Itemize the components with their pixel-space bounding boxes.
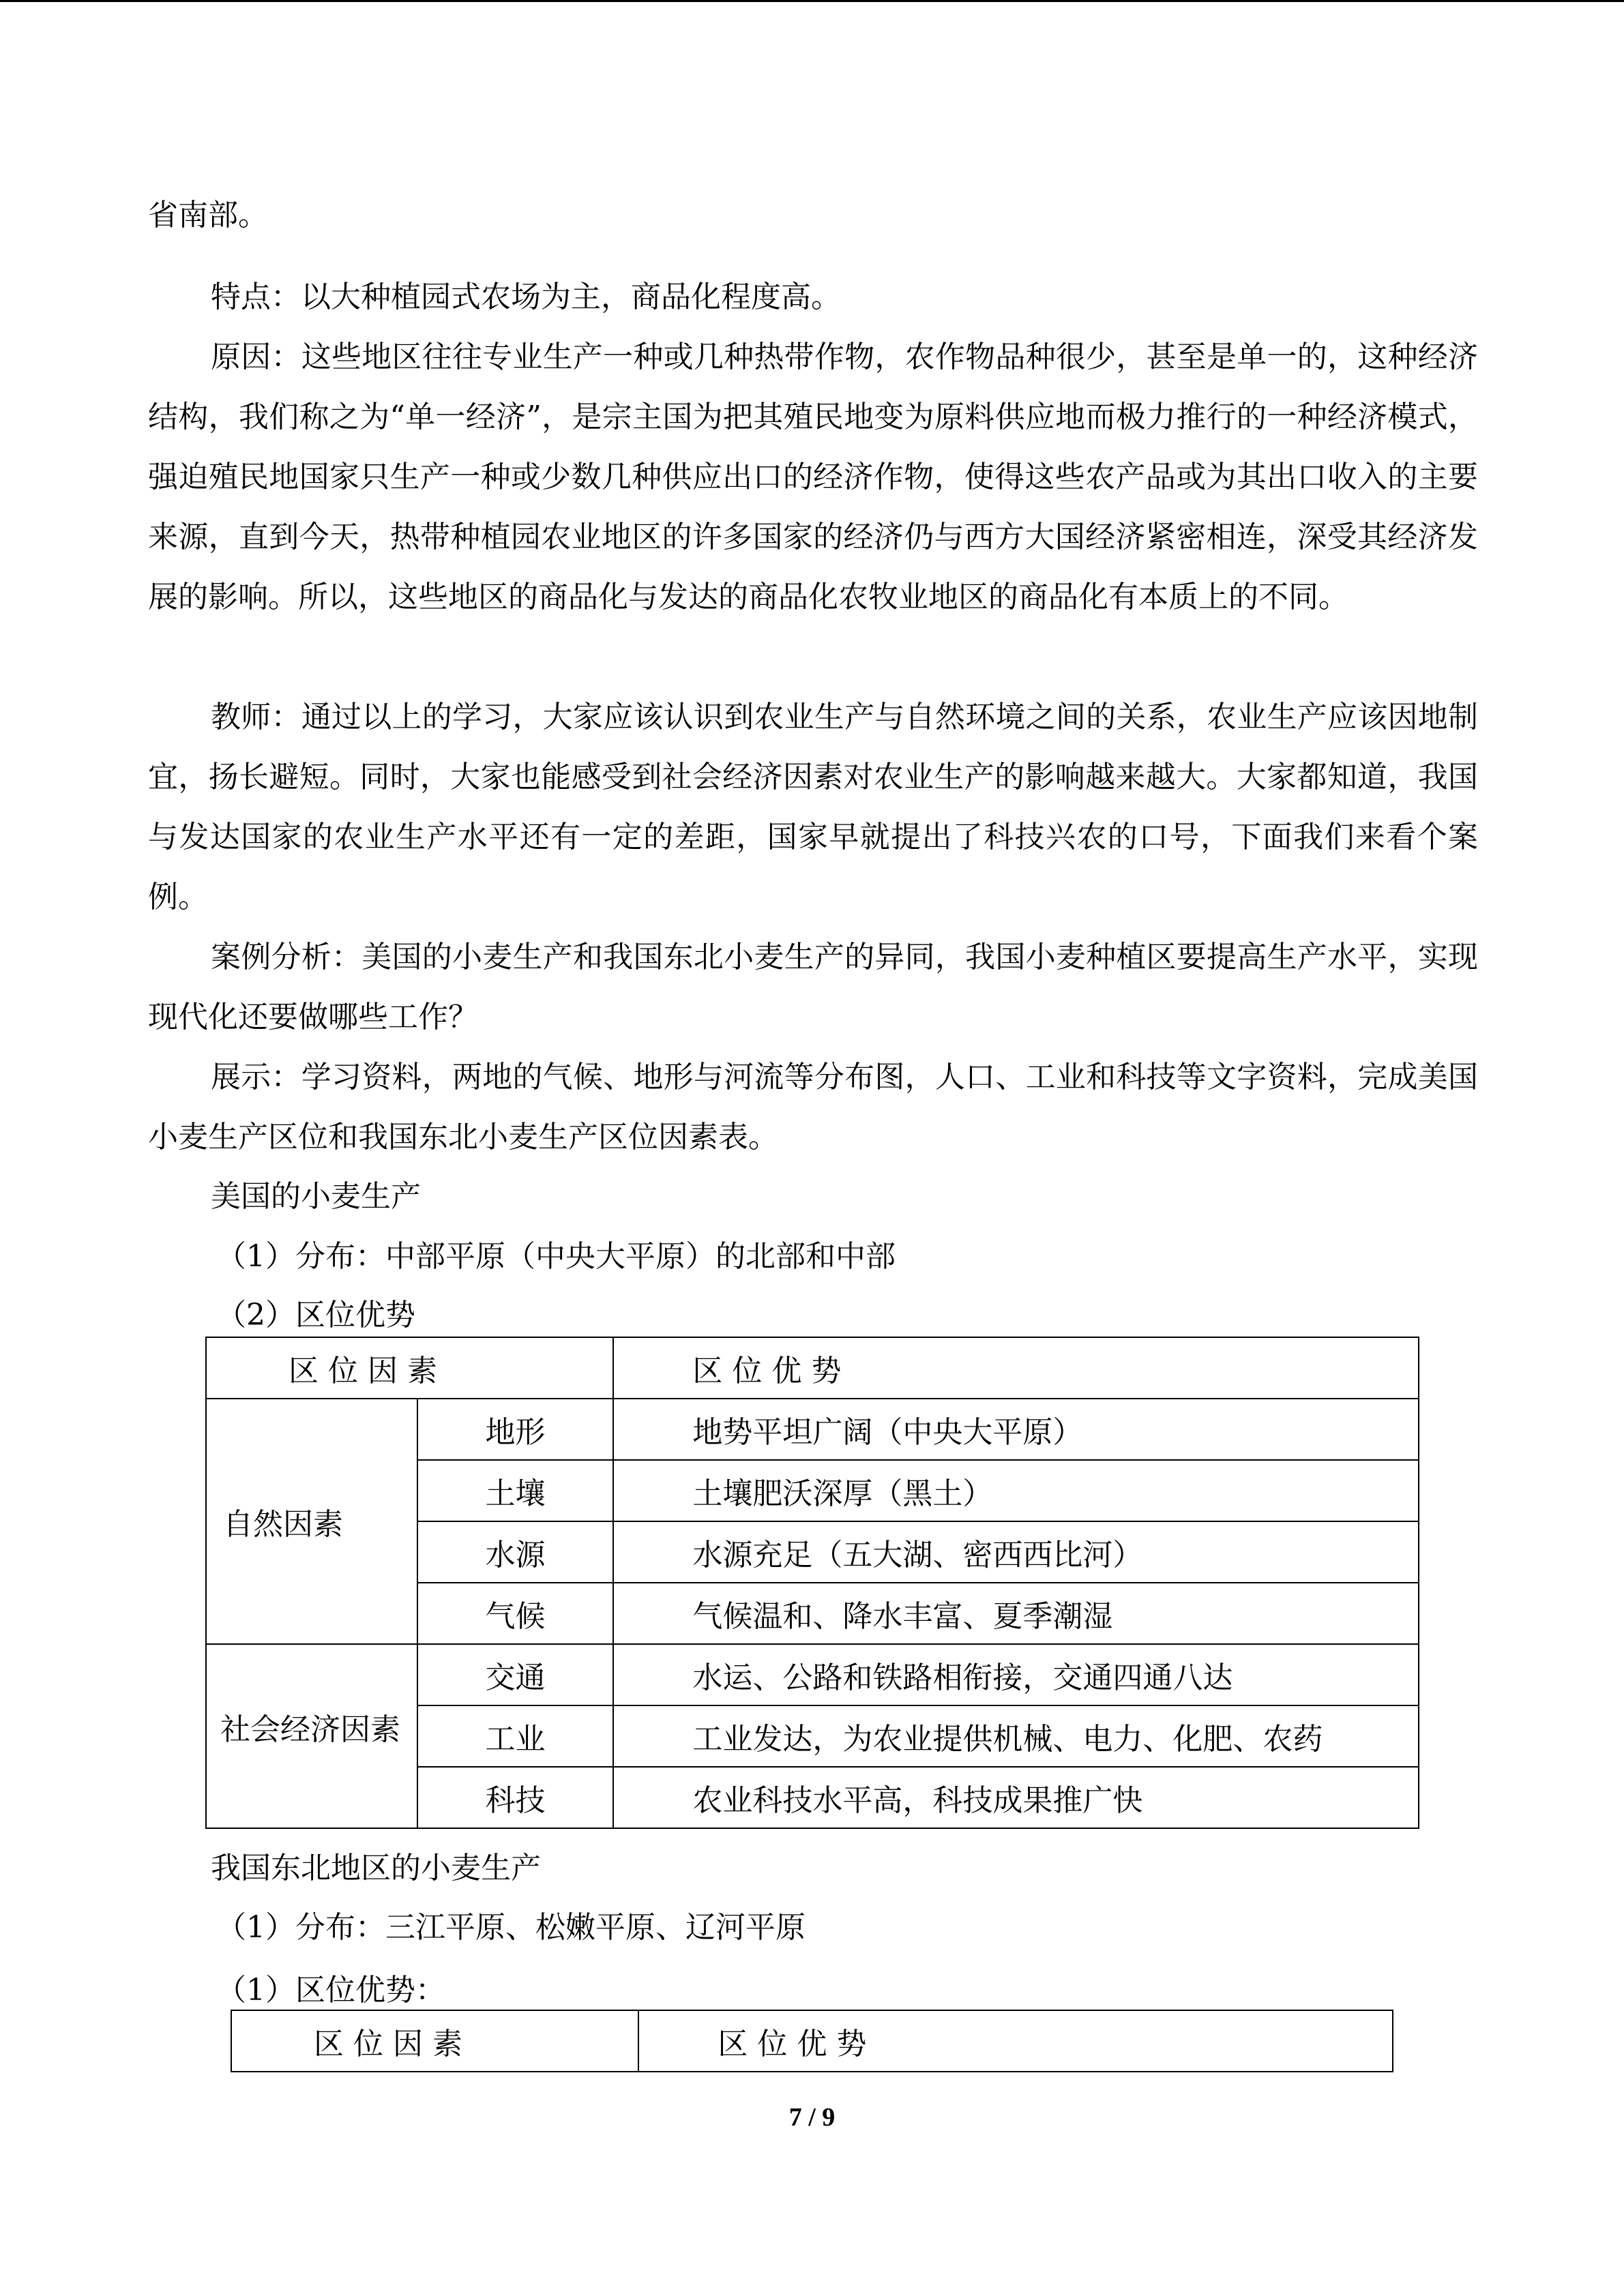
china-advantage-heading: （1）区位优势：	[216, 1973, 445, 2008]
group-name-socioeconomic: 社会经济因素	[206, 1644, 417, 1828]
factor-cell: 地形	[417, 1399, 614, 1460]
factor-cell: 工业	[417, 1705, 614, 1767]
header-advantage: 区 位 优 势	[638, 2010, 1393, 2072]
advantage-cell: 工业发达，为农业提供机械、电力、化肥、农药	[613, 1705, 1419, 1767]
header-factor: 区 位 因 素	[231, 2010, 638, 2072]
paragraph-teacher: 教师：通过以上的学习，大家应该认识到农业生产与自然环境之间的关系，农业生产应该因地制宜，扬长避短。同时，大家也能感受到社会经济因素对农业生产的影响越来越大。大家都知道，我国与发达国家的农业生产水平还有一定的差距，国家早就提出了科技兴农的口号，下面我们来看个案例。	[148, 700, 1478, 914]
advantage-cell: 气候温和、降水丰富、夏季潮湿	[613, 1583, 1419, 1644]
usa-advantage-heading: （2）区位优势	[216, 1298, 415, 1332]
paragraph-display: 展示：学习资料，两地的气候、地形与河流等分布图，人口、工业和科技等文字资料，完成美国小麦生产区位和我国东北小麦生产区位因素表。	[148, 1060, 1478, 1154]
paragraph-case-analysis: 案例分析：美国的小麦生产和我国东北小麦生产的异同，我国小麦种植区要提高生产水平，实现现代化还要做哪些工作？	[148, 940, 1478, 1034]
advantage-cell: 地势平坦广阔（中央大平原）	[613, 1399, 1419, 1460]
group-name-natural: 自然因素	[206, 1399, 417, 1644]
usa-heading: 美国的小麦生产	[211, 1179, 421, 1214]
factor-cell: 土壤	[417, 1460, 614, 1521]
table-header-row	[206, 1337, 1419, 1399]
paragraph-feature: 特点：以大种植园式农场为主，商品化程度高。	[211, 280, 841, 314]
factor-cell: 水源	[417, 1521, 614, 1583]
table-row	[206, 1399, 1419, 1460]
advantage-cell: 农业科技水平高，科技成果推广快	[613, 1767, 1419, 1828]
table-row	[206, 1644, 1419, 1705]
china-distribution: （1）分布：三江平原、松嫩平原、辽河平原	[216, 1910, 806, 1945]
factor-cell: 气候	[417, 1583, 614, 1644]
paragraph-reason: 原因：这些地区往往专业生产一种或几种热带作物，农作物品种很少，甚至是单一的，这种经济结构，我们称之为“单一经济”，是宗主国为把其殖民地变为原料供应地而极力推行的一种经济模式，强迫殖民地国家只生产一种或少数几种供应出口的经济作物，使得这些农产品或为其出口收入的主要来源，直到今天，热带种植园农业地区的许多国家的经济仍与西方大国经济紧密相连，深受其经济发展的影响。所以，这些地区的商品化与发达的商品化农牧业地区的商品化有本质上的不同。	[148, 340, 1478, 614]
factor-cell: 交通	[417, 1644, 614, 1705]
table-header-row	[231, 2010, 1393, 2072]
china-location-table	[231, 2010, 1393, 2072]
china-heading: 我国东北地区的小麦生产	[211, 1851, 541, 1885]
usa-distribution: （1）分布：中部平原（中央大平原）的北部和中部	[216, 1239, 896, 1274]
paragraph-continuation: 省南部。	[148, 198, 268, 233]
header-factor: 区 位 因 素	[206, 1337, 613, 1399]
advantage-cell: 水运、公路和铁路相衔接，交通四通八达	[613, 1644, 1419, 1705]
header-advantage: 区 位 优 势	[613, 1337, 1419, 1399]
advantage-cell: 土壤肥沃深厚（黑土）	[613, 1460, 1419, 1521]
usa-location-table	[205, 1337, 1419, 1829]
page-number: 7 / 9	[788, 2103, 836, 2132]
advantage-cell: 水源充足（五大湖、密西西比河）	[613, 1521, 1419, 1583]
factor-cell: 科技	[417, 1767, 614, 1828]
